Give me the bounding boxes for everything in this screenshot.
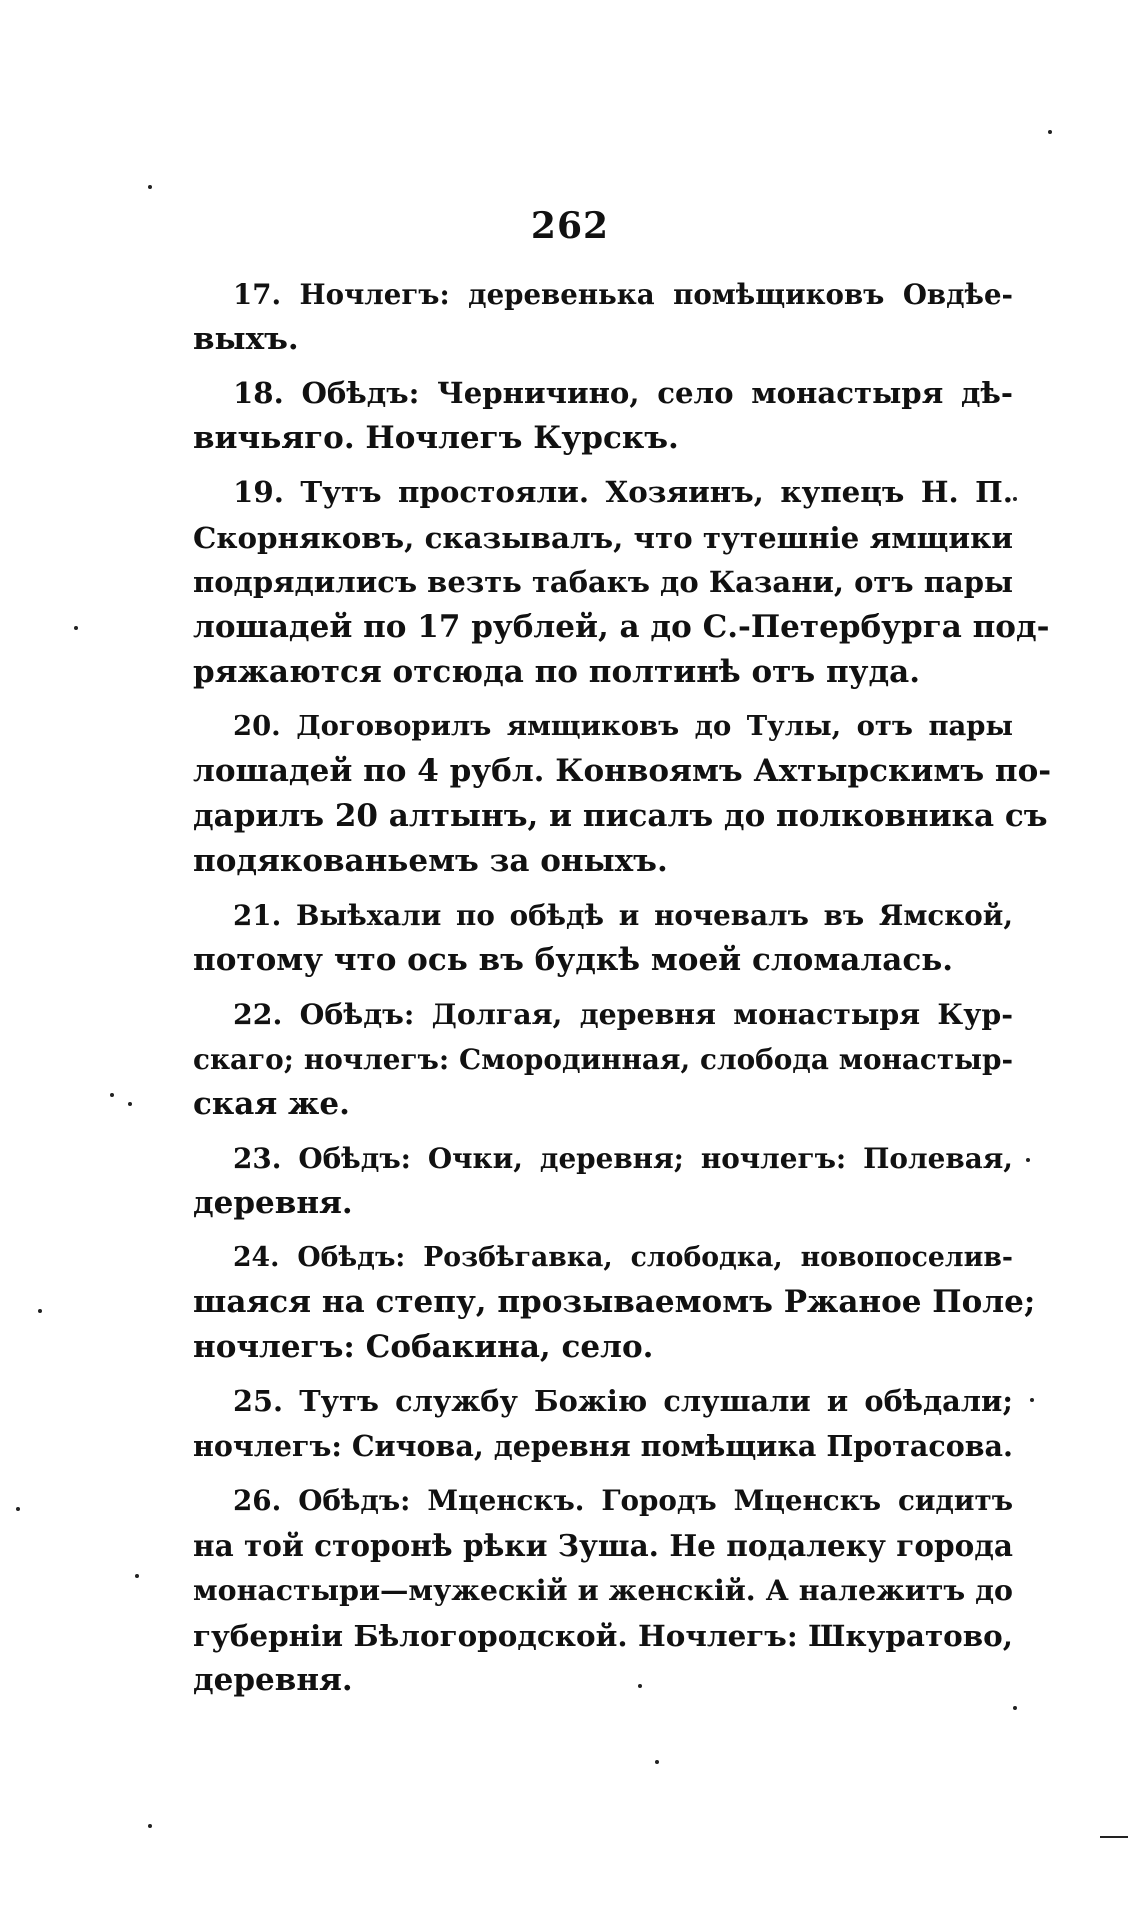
print-speck — [16, 1507, 20, 1511]
entry-paragraph — [193, 1379, 1013, 1469]
text-line: 18. Обѣдъ: Черничино, село монастыря дѣ- — [233, 376, 1013, 410]
entry-paragraph — [193, 704, 1052, 884]
print-speck — [655, 1760, 659, 1764]
print-speck — [110, 1093, 114, 1097]
print-speck — [638, 1684, 642, 1688]
print-speck — [1030, 1398, 1034, 1402]
text-line: дарилъ 20 алтынъ, и писалъ до полковника съ — [193, 798, 1048, 834]
entry-paragraph — [193, 1235, 1036, 1370]
text-line: лошадей по 17 рублей, а до С.-Петербурга под- — [193, 609, 1050, 645]
page-number: 262 — [530, 205, 610, 247]
text-line: потому что ось въ будкѣ моей сломалась. — [193, 942, 954, 978]
entry-paragraph — [193, 1136, 1013, 1226]
print-speck — [38, 1309, 42, 1313]
text-line: 26. Обѣдъ: Мценскъ. Городъ Мценскъ сидитъ — [233, 1484, 1013, 1517]
text-line: лошадей по 4 рубл. Конвоямъ Ахтырскимъ по- — [193, 753, 1052, 789]
text-line: 22. Обѣдъ: Долгая, деревня монастыря Кур- — [233, 997, 1013, 1031]
text-line: монастыри—мужескій и женскій. А належитъ до — [193, 1573, 1013, 1607]
print-speck — [1013, 1706, 1017, 1710]
text-line: ночлегъ: Сичова, деревня помѣщика Протасова. — [193, 1429, 1013, 1463]
text-body — [193, 272, 1052, 1712]
text-line: 20. Договорилъ ямщиковъ до Тулы, отъ пары — [233, 710, 1013, 742]
print-speck — [128, 1102, 132, 1106]
text-line: скаго; ночлегъ: Смородинная, слобода монастыр- — [193, 1043, 1013, 1076]
entry-paragraph — [193, 470, 1050, 695]
text-line: 17. Ночлегъ: деревенька помѣщиковъ Овдѣе- — [233, 278, 1013, 311]
text-line: деревня. — [193, 1662, 353, 1698]
text-line: 21. Выѣхали по обѣдѣ и ночевалъ въ Ямской, — [233, 899, 1013, 932]
text-line: выхъ. — [193, 321, 299, 357]
text-line: ряжаются отсюда по полтинѣ отъ пуда. — [193, 654, 921, 690]
text-line: 23. Обѣдъ: Очки, деревня; ночлегъ: Полевая, — [233, 1142, 1013, 1175]
text-line: Скорняковъ, сказывалъ, что тутешніе ямщики — [193, 520, 1013, 555]
text-line: ночлегъ: Собакина, село. — [193, 1329, 654, 1365]
entry-paragraph — [193, 371, 1013, 461]
text-line: подякованьемъ за оныхъ. — [193, 843, 668, 879]
print-speck — [1048, 130, 1052, 134]
entry-paragraph — [193, 992, 1013, 1127]
text-line: на той сторонѣ рѣки Зуша. Не подалеку города — [193, 1528, 1013, 1563]
text-line: подрядилисъ везть табакъ до Казани, отъ пары — [193, 565, 1013, 599]
print-speck — [135, 1574, 139, 1578]
print-speck — [1026, 1158, 1030, 1162]
print-speck — [148, 185, 152, 189]
print-speck — [1013, 497, 1017, 501]
text-line: шаяся на степу, прозываемомъ Ржаное Поле; — [193, 1284, 1036, 1320]
print-speck — [74, 626, 78, 630]
text-line: 24. Обѣдъ: Розбѣгавка, слободка, новопоселив- — [233, 1242, 1013, 1273]
print-speck — [148, 1824, 152, 1828]
text-line: ская же. — [193, 1086, 350, 1122]
entry-paragraph — [193, 1478, 1013, 1703]
text-line: 25. Тутъ службу Божію слушали и обѣдали; — [233, 1384, 1013, 1418]
text-line: 19. Тутъ простояли. Хозяинъ, купецъ Н. П. — [233, 475, 1013, 509]
text-line: деревня. — [193, 1185, 353, 1221]
text-line: губерніи Бѣлогородской. Ночлегъ: Шкуратово, — [193, 1618, 1013, 1653]
entry-paragraph — [193, 893, 1013, 983]
text-line: вичьяго. Ночлегъ Курскъ. — [193, 420, 679, 456]
entry-paragraph — [193, 272, 1013, 362]
print-mark — [1100, 1836, 1128, 1838]
